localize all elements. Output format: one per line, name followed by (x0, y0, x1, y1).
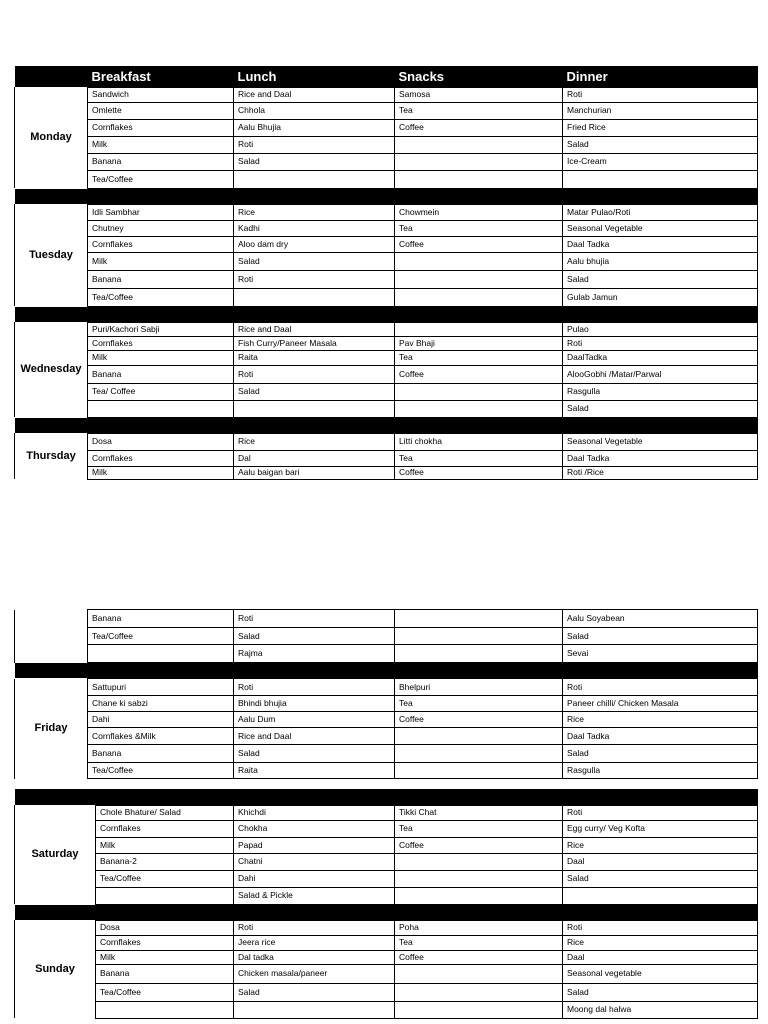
day-block (15, 920, 758, 1018)
snacks-cell (395, 763, 563, 779)
day-label: Saturday (15, 805, 96, 904)
breakfast-cell: Dosa (96, 920, 234, 935)
breakfast-cell: Dahi (88, 712, 234, 728)
table-row (15, 102, 758, 119)
separator (15, 188, 758, 204)
dinner-cell: Roti (563, 87, 758, 102)
lunch-cell: Salad (234, 745, 395, 763)
snacks-cell (395, 628, 563, 645)
lunch-cell: Rice (234, 204, 395, 220)
header-snacks: Snacks (395, 66, 563, 87)
breakfast-cell: Milk (96, 950, 234, 964)
breakfast-cell: Banana (96, 964, 234, 983)
lunch-cell: Roti (234, 679, 395, 696)
breakfast-cell: Banana (88, 610, 234, 628)
dinner-cell: Daal Tadka (563, 450, 758, 466)
lunch-cell: Rice (234, 433, 395, 450)
separator (15, 789, 758, 805)
day-block (15, 610, 758, 663)
table-row (15, 365, 758, 383)
table-row (15, 870, 758, 887)
breakfast-cell: Cornflakes (96, 935, 234, 950)
snacks-cell: Tikki Chat (395, 805, 563, 820)
lunch-cell: Dahi (234, 870, 395, 887)
snacks-cell: Poha (395, 920, 563, 935)
breakfast-cell: Milk (88, 350, 234, 365)
lunch-cell: Roti (234, 920, 395, 935)
dinner-cell: Salad (563, 870, 758, 887)
table-row (15, 220, 758, 236)
lunch-cell: Rice and Daal (234, 87, 395, 102)
snacks-cell: Litti chokha (395, 433, 563, 450)
table-row (15, 628, 758, 645)
dinner-cell: Salad (563, 136, 758, 153)
day-label (15, 610, 88, 663)
table-row (15, 610, 758, 628)
breakfast-cell (96, 1001, 234, 1018)
lunch-cell: Salad (234, 153, 395, 170)
snacks-cell (395, 610, 563, 628)
dinner-cell: Fried Rice (563, 119, 758, 136)
breakfast-cell (88, 645, 234, 663)
table-row (15, 450, 758, 466)
lunch-cell: Aloo dam dry (234, 236, 395, 252)
breakfast-cell: Milk (88, 252, 234, 270)
lunch-cell: Rajma (234, 645, 395, 663)
table-row (15, 288, 758, 306)
snacks-cell: Coffee (395, 119, 563, 136)
snacks-cell (395, 728, 563, 745)
snacks-cell: Tea (395, 350, 563, 365)
lunch-cell: Salad & Pickle (234, 887, 395, 904)
table-row (15, 983, 758, 1001)
dinner-cell: Roti (563, 805, 758, 820)
snacks-cell: Coffee (395, 466, 563, 479)
lunch-cell: Roti (234, 136, 395, 153)
dinner-cell: AlooGobhi /Matar/Parwal (563, 365, 758, 383)
day-label: Wednesday (15, 322, 88, 417)
breakfast-cell: Tea/Coffee (88, 628, 234, 645)
lunch-cell (234, 1001, 395, 1018)
header-lunch: Lunch (234, 66, 395, 87)
table-row (15, 935, 758, 950)
snacks-cell: Coffee (395, 950, 563, 964)
dinner-cell: Salad (563, 270, 758, 288)
lunch-cell: Chicken masala/paneer (234, 964, 395, 983)
lunch-cell: Papad (234, 837, 395, 853)
table-row (15, 728, 758, 745)
dinner-cell: Ice-Cream (563, 153, 758, 170)
snacks-cell (395, 252, 563, 270)
header-row (15, 66, 758, 87)
snacks-cell (395, 270, 563, 288)
snacks-cell (395, 170, 563, 188)
lunch-cell: Rice and Daal (234, 728, 395, 745)
dinner-cell: Aalu Soyabean (563, 610, 758, 628)
snacks-cell: Coffee (395, 365, 563, 383)
table-row (15, 679, 758, 696)
snacks-cell (395, 1001, 563, 1018)
table-row (15, 920, 758, 935)
snacks-cell: Tea (395, 820, 563, 837)
snacks-cell: Coffee (395, 236, 563, 252)
dinner-cell: Aalu bhujia (563, 252, 758, 270)
snacks-cell (395, 383, 563, 400)
table-row (15, 433, 758, 450)
day-label: Friday (15, 679, 88, 779)
lunch-cell: Roti (234, 610, 395, 628)
dinner-cell: Rice (563, 837, 758, 853)
table-row (15, 252, 758, 270)
breakfast-cell: Banana (88, 365, 234, 383)
table-row (15, 136, 758, 153)
dinner-cell: DaalTadka (563, 350, 758, 365)
snacks-cell (395, 745, 563, 763)
lunch-cell (234, 170, 395, 188)
lunch-cell: Aalu Dum (234, 712, 395, 728)
dinner-cell: Rice (563, 712, 758, 728)
dinner-cell: Rasgulla (563, 763, 758, 779)
menu-table-page2-weekend (14, 789, 758, 1019)
breakfast-cell: Chutney (88, 220, 234, 236)
table-row (15, 383, 758, 400)
dinner-cell (563, 170, 758, 188)
dinner-cell: Rice (563, 935, 758, 950)
breakfast-cell: Banana-2 (96, 853, 234, 870)
breakfast-cell: Tea/Coffee (88, 763, 234, 779)
lunch-cell: Aalu Bhujia (234, 119, 395, 136)
lunch-cell: Roti (234, 270, 395, 288)
snacks-cell (395, 887, 563, 904)
lunch-cell: Khichdi (234, 805, 395, 820)
lunch-cell: Raita (234, 763, 395, 779)
table-row (15, 853, 758, 870)
day-label: Thursday (15, 433, 88, 479)
header-breakfast: Breakfast (88, 66, 234, 87)
day-label: Sunday (15, 920, 96, 1018)
lunch-cell: Roti (234, 365, 395, 383)
snacks-cell (395, 322, 563, 336)
breakfast-cell: Dosa (88, 433, 234, 450)
breakfast-cell (96, 887, 234, 904)
table-row (15, 645, 758, 663)
dinner-cell: Sevai (563, 645, 758, 663)
separator (15, 417, 758, 433)
snacks-cell: Coffee (395, 712, 563, 728)
table-row (15, 745, 758, 763)
table-row (15, 270, 758, 288)
breakfast-cell: Cornflakes (88, 119, 234, 136)
dinner-cell: Salad (563, 745, 758, 763)
snacks-cell: Tea (395, 102, 563, 119)
snacks-cell: Pav Bhaji (395, 336, 563, 350)
lunch-cell: Dal tadka (234, 950, 395, 964)
day-block (15, 433, 758, 479)
breakfast-cell: Idli Sambhar (88, 204, 234, 220)
breakfast-cell: Tea/Coffee (96, 983, 234, 1001)
lunch-cell: Aalu baigan bari (234, 466, 395, 479)
lunch-cell: Rice and Daal (234, 322, 395, 336)
snacks-cell: Tea (395, 220, 563, 236)
separator (15, 904, 758, 920)
lunch-cell: Salad (234, 383, 395, 400)
table-row (15, 204, 758, 220)
breakfast-cell: Chane ki sabzi (88, 696, 234, 712)
dinner-cell: Seasonal Vegetable (563, 220, 758, 236)
breakfast-cell: Banana (88, 270, 234, 288)
lunch-cell: Dal (234, 450, 395, 466)
breakfast-cell: Cornflakes (88, 336, 234, 350)
snacks-cell (395, 136, 563, 153)
snacks-cell (395, 645, 563, 663)
snacks-cell: Tea (395, 935, 563, 950)
breakfast-cell: Cornflakes (88, 450, 234, 466)
snacks-cell (395, 964, 563, 983)
snacks-cell: Chowmein (395, 204, 563, 220)
separator (15, 306, 758, 322)
dinner-cell: Egg curry/ Veg Kofta (563, 820, 758, 837)
snacks-cell (395, 288, 563, 306)
breakfast-cell: Omlette (88, 102, 234, 119)
table-row (15, 964, 758, 983)
dinner-cell: Salad (563, 628, 758, 645)
dinner-cell: Salad (563, 400, 758, 417)
dinner-cell: Daal Tadka (563, 236, 758, 252)
table-row (15, 887, 758, 904)
lunch-cell (234, 400, 395, 417)
separator (15, 663, 758, 679)
table-row (15, 350, 758, 365)
menu-table-page2 (14, 609, 758, 779)
table-row (15, 805, 758, 820)
dinner-cell (563, 887, 758, 904)
breakfast-cell: Cornflakes &Milk (88, 728, 234, 745)
lunch-cell: Chhola (234, 102, 395, 119)
table-row (15, 820, 758, 837)
dinner-cell: Manchurian (563, 102, 758, 119)
dinner-cell: Roti /Rice (563, 466, 758, 479)
breakfast-cell: Cornflakes (96, 820, 234, 837)
breakfast-cell: Banana (88, 153, 234, 170)
breakfast-cell: Sattupuri (88, 679, 234, 696)
dinner-cell: Matar Pulao/Roti (563, 204, 758, 220)
lunch-cell: Jeera rice (234, 935, 395, 950)
breakfast-cell: Milk (88, 136, 234, 153)
snacks-cell (395, 153, 563, 170)
dinner-cell: Moong dal halwa (563, 1001, 758, 1018)
breakfast-cell: Tea/Coffee (88, 170, 234, 188)
dinner-cell: Roti (563, 679, 758, 696)
snacks-cell (395, 400, 563, 417)
breakfast-cell: Banana (88, 745, 234, 763)
day-label: Tuesday (15, 204, 88, 306)
breakfast-cell: Tea/Coffee (88, 288, 234, 306)
dinner-cell: Seasonal vegetable (563, 964, 758, 983)
lunch-cell: Raita (234, 350, 395, 365)
table-row (15, 950, 758, 964)
lunch-cell: Chatni (234, 853, 395, 870)
day-block (15, 87, 758, 188)
table-row (15, 712, 758, 728)
dinner-cell: Rasgulla (563, 383, 758, 400)
header-blank (15, 66, 88, 87)
snacks-cell: Bhelpuri (395, 679, 563, 696)
lunch-cell: Bhindi bhujia (234, 696, 395, 712)
day-block (15, 204, 758, 306)
lunch-cell: Chokha (234, 820, 395, 837)
breakfast-cell: Tea/Coffee (96, 870, 234, 887)
day-label: Monday (15, 87, 88, 188)
table-row (15, 170, 758, 188)
dinner-cell: Daal (563, 950, 758, 964)
dinner-cell: Seasonal Vegetable (563, 433, 758, 450)
breakfast-cell: Milk (96, 837, 234, 853)
table-row (15, 119, 758, 136)
day-block (15, 322, 758, 417)
table-row (15, 696, 758, 712)
table-row (15, 336, 758, 350)
snacks-cell (395, 853, 563, 870)
snacks-cell: Samosa (395, 87, 563, 102)
dinner-cell: Roti (563, 336, 758, 350)
breakfast-cell: Milk (88, 466, 234, 479)
dinner-cell: Roti (563, 920, 758, 935)
table-row (15, 400, 758, 417)
breakfast-cell: Tea/ Coffee (88, 383, 234, 400)
day-block (15, 679, 758, 779)
snacks-cell (395, 870, 563, 887)
lunch-cell: Kadhi (234, 220, 395, 236)
table-row (15, 236, 758, 252)
dinner-cell: Salad (563, 983, 758, 1001)
breakfast-cell: Sandwich (88, 87, 234, 102)
breakfast-cell: Puri/Kachori Sabji (88, 322, 234, 336)
lunch-cell: Fish Curry/Paneer Masala (234, 336, 395, 350)
table-row (15, 322, 758, 336)
table-row (15, 1001, 758, 1018)
table-row (15, 837, 758, 853)
dinner-cell: Daal Tadka (563, 728, 758, 745)
breakfast-cell: Cornflakes (88, 236, 234, 252)
snacks-cell: Tea (395, 696, 563, 712)
lunch-cell: Salad (234, 628, 395, 645)
table-row (15, 466, 758, 479)
lunch-cell: Salad (234, 252, 395, 270)
day-block (15, 805, 758, 904)
lunch-cell (234, 288, 395, 306)
dinner-cell: Pulao (563, 322, 758, 336)
snacks-cell: Tea (395, 450, 563, 466)
dinner-cell: Gulab Jamun (563, 288, 758, 306)
dinner-cell: Paneer chilli/ Chicken Masala (563, 696, 758, 712)
table-row (15, 87, 758, 102)
snacks-cell (395, 983, 563, 1001)
breakfast-cell (88, 400, 234, 417)
breakfast-cell: Chole Bhature/ Salad (96, 805, 234, 820)
table-row (15, 153, 758, 170)
snacks-cell: Coffee (395, 837, 563, 853)
menu-table-page1 (14, 66, 758, 480)
table-row (15, 763, 758, 779)
lunch-cell: Salad (234, 983, 395, 1001)
header-dinner: Dinner (563, 66, 758, 87)
dinner-cell: Daal (563, 853, 758, 870)
